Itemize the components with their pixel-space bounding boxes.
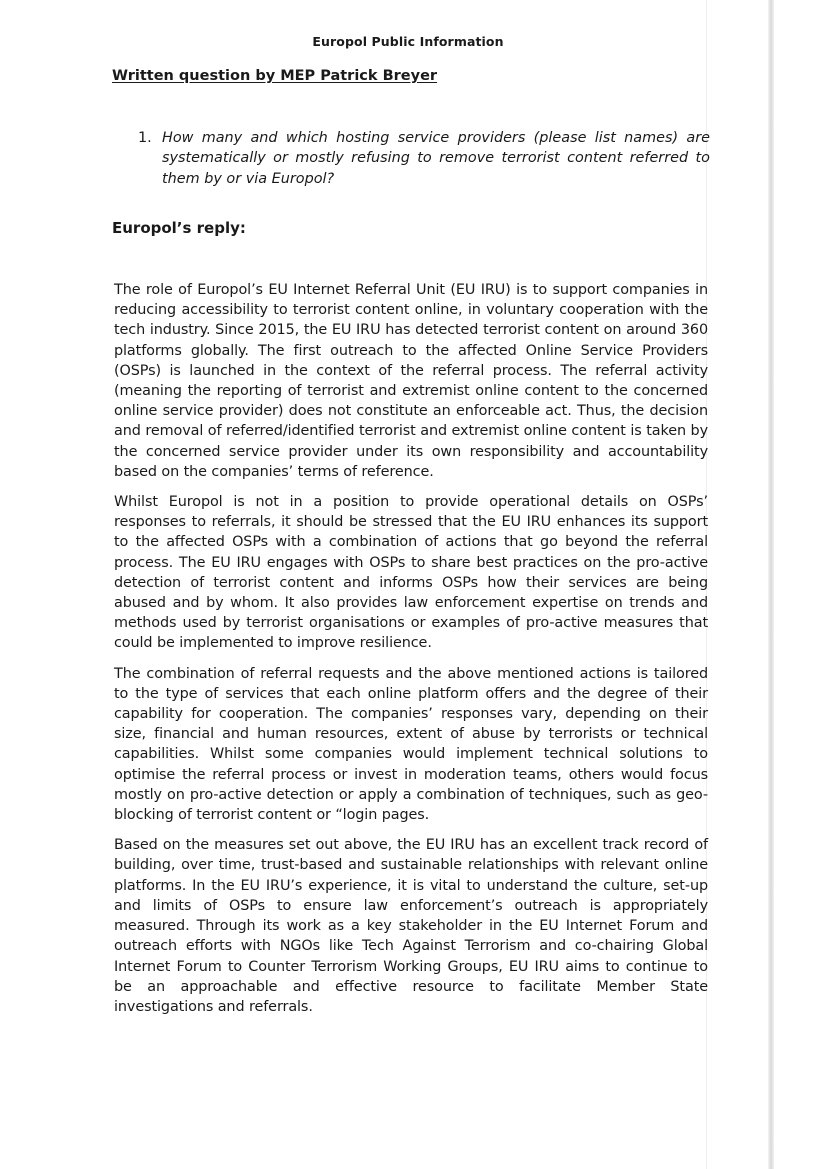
reply-paragraph-1: The role of Europol’s EU Internet Referral Unit (EU IRU) is to support companies in reducing accessibility to terrorist content online, in voluntary cooperation with the tech industry. Since 2015, the EU IRU has detected terrorist content on around 360 platforms globally. The first outreach to the affected Online Service Providers (OSPs) is launched in the context of the referral process. The referral activity (meaning the reporting of terrorist and extremist online content to the concerned online service provider) does not constitute an enforceable act. Thus, the decision and removal of referred/identified terrorist and extremist online content is taken by the concerned service provider under its own responsibility and accountability based on the companies’ terms of reference. — [114, 282, 708, 480]
question-text: How many and which hosting service providers (please list names) are systematically or mostly refusing to remove terrorist content referred to them by or via Europol? — [162, 130, 710, 187]
reply-paragraph-4: Based on the measures set out above, the EU IRU has an excellent track record of building, over time, trust-based and sustainable relationships with relevant online platforms. In the EU IRU’s experience, it is vital to understand the culture, set-up and limits of OSPs to ensure law enforcement’s outreach is appropriately measured. Through its work as a key stakeholder in the EU Internet Forum and outreach efforts with NGOs like Tech Against Terrorism and co-chairing Global Internet Forum to Counter Terrorism Working Groups, EU IRU aims to continue to be an approachable and effective resource to facilitate Member State investigations and referrals. — [114, 837, 708, 1015]
reply-body — [114, 280, 708, 1027]
question-item — [138, 128, 710, 189]
reply-paragraph-3: The combination of referral requests and the above mentioned actions is tailored to the type of services that each online platform offers and the degree of their capability for cooperation. The companies’ responses vary, depending on their size, financial and human resources, extent of abuse by terrorists or technical capabilities. Whilst some companies would implement technical solutions to optimise the referral process or invest in moderation teams, others would focus mostly on pro-active detection or apply a combination of techniques, such as geo-blocking of terrorist content or “login pages. — [114, 665, 708, 824]
reply-paragraph-2: Whilst Europol is not in a position to provide operational details on OSPs’ responses to referrals, it should be stressed that the EU IRU enhances its support to the affected OSPs with a combination of actions that go beyond the referral process. The EU IRU engages with OSPs to share best practices on the pro-active detection of terrorist content and informs OSPs how their services are being abused and by whom. It also provides law enforcement expertise on trends and methods used by terrorist organisations or examples of pro-active measures that could be implemented to improve resilience. — [114, 494, 708, 652]
classification-header: Europol Public Information — [312, 34, 504, 49]
question-title: Written question by MEP Patrick Breyer — [112, 68, 438, 84]
question-number: 1. — [138, 130, 152, 146]
reply-heading: Europol’s reply: — [112, 219, 246, 237]
scan-edge — [768, 0, 774, 1169]
